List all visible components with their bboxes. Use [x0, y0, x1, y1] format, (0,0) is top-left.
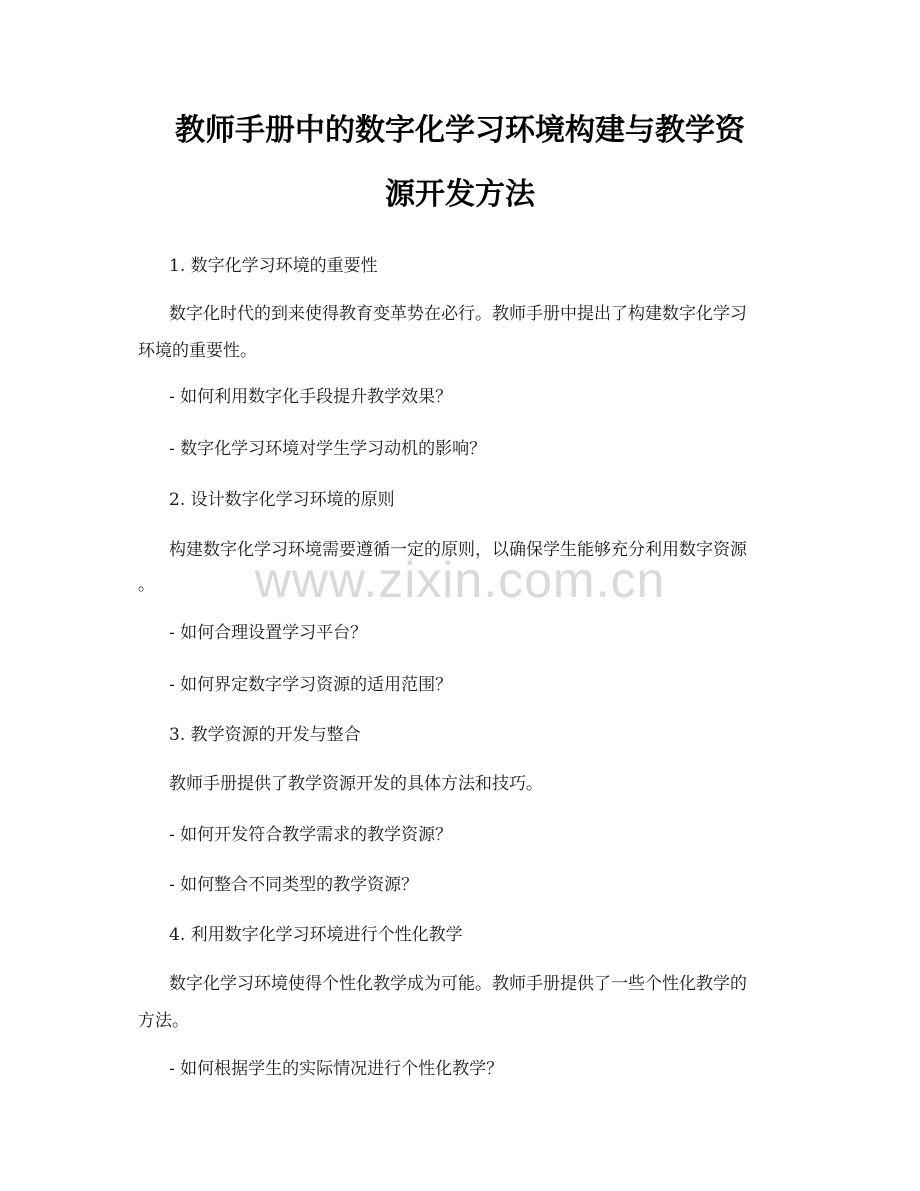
bullet-question: - 如何利用数字化手段提升教学效果？ [169, 387, 453, 407]
paragraph-line: 环境的重要性。 [138, 341, 257, 361]
bullet-question: - 如何合理设置学习平台？ [169, 623, 368, 643]
bullet-question: - 如何根据学生的实际情况进行个性化教学？ [169, 1059, 504, 1079]
document-title-line-2: 源开发方法 [385, 177, 535, 212]
section-heading-4: 4. 利用数字化学习环境进行个性化教学 [169, 925, 463, 945]
paragraph-line: 数字化学习环境使得个性化教学成为可能。教师手册提供了一些个性化教学的 [169, 974, 747, 994]
paragraph-line: 教师手册提供了教学资源开发的具体方法和技巧。 [169, 774, 543, 794]
paragraph-line: 方法。 [138, 1011, 189, 1031]
paragraph-line: 数字化时代的到来使得教育变革势在必行。教师手册中提出了构建数字化学习 [169, 304, 747, 324]
bullet-question: - 如何界定数字学习资源的适用范围？ [169, 675, 453, 695]
bullet-question: - 如何开发符合教学需求的教学资源？ [169, 825, 453, 845]
bullet-question: - 数字化学习环境对学生学习动机的影响？ [169, 439, 487, 459]
watermark-text: www.zixin.com.cn [254, 552, 666, 608]
section-heading-2: 2. 设计数字化学习环境的原则 [169, 490, 395, 510]
section-heading-3: 3. 教学资源的开发与整合 [169, 725, 361, 745]
document-title-line-1: 教师手册中的数字化学习环境构建与教学资 [175, 113, 745, 148]
bullet-question: - 如何整合不同类型的教学资源？ [169, 875, 419, 895]
paragraph-line: 。 [138, 575, 155, 595]
section-heading-1: 1. 数字化学习环境的重要性 [169, 256, 378, 276]
paragraph-line: 构建数字化学习环境需要遵循一定的原则，以确保学生能够充分利用数字资源 [169, 540, 747, 560]
